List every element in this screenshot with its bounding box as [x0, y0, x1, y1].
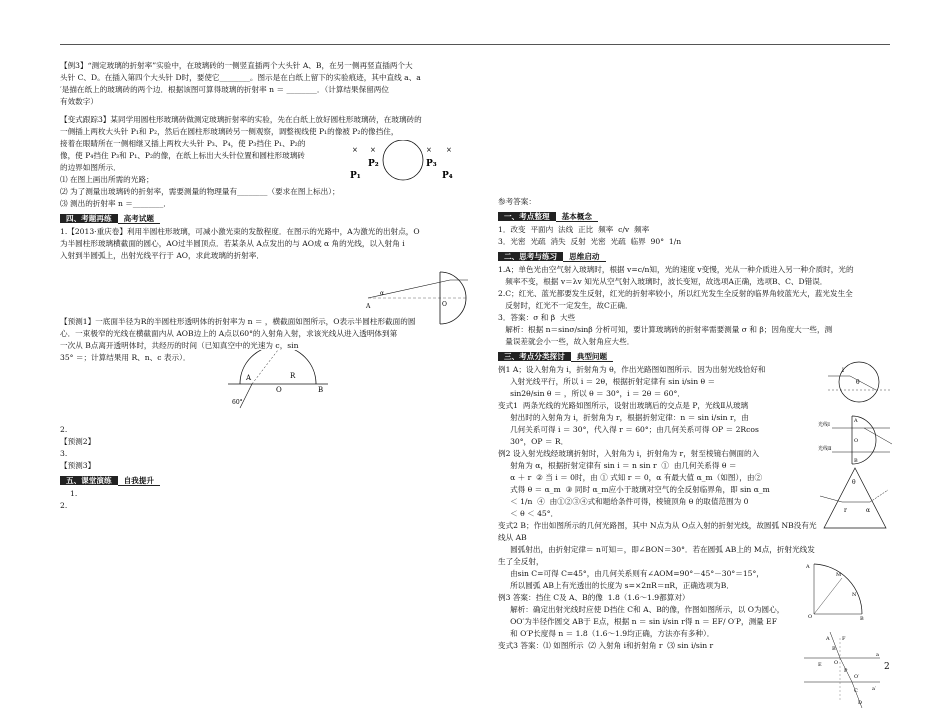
text-line: 入射光线平行，所以 i ＝ 2θ，根据折射定律有 sin i/sin θ ＝	[498, 377, 716, 386]
text-line: 一次从 B点离开透明体时，共经历的时间（已知真空中的光速为 c，sin	[60, 341, 299, 350]
text-line: 式得 θ ＝ α_m ③ 同时 α_m应小于玻璃对空气的全反射临界角，即 sin α_m	[498, 485, 770, 494]
label-m: M	[836, 572, 842, 578]
label-p1: P₁	[350, 171, 361, 181]
label-a-edge: a	[876, 652, 879, 658]
text-line: ＜ θ ＜ 45°．	[498, 509, 559, 518]
section-5-header	[60, 475, 160, 487]
header-rule	[60, 44, 890, 45]
text-line: 量误差就会小一些，故入射角应大些．	[498, 337, 635, 346]
label-i: i	[842, 367, 844, 374]
svg-text:×: ×	[370, 146, 376, 154]
text-line: 【变式跟踪3】某同学用圆柱形玻璃砖做测定玻璃折射率的实验，先在白纸上放好圆柱形玻璃砖，在玻璃砖的	[60, 115, 422, 124]
text-line: ⑴ 在图上画出所需的光路；	[60, 175, 154, 184]
page-number: 2	[884, 662, 890, 672]
text-line: 3．答案：σ 和 β 大些	[498, 313, 576, 322]
text-line: 【预测1】一底面半径为R的半圆柱形透明体的折射率为 n ＝ ，横截面如图所示，O表示半圆柱形截面的圆	[60, 317, 416, 326]
label-a: A	[826, 636, 830, 642]
label-o: O	[276, 386, 282, 394]
section-2-header	[498, 251, 606, 263]
label-b: B	[832, 646, 836, 652]
text-line: 3．光密 光疏 消失 反射 光密 光疏 临界 90° 1/n	[498, 237, 682, 246]
text-line: 1.【2013·重庆卷】利用半圆柱形玻璃，可减小激光束的发散程度．在图示的光路中，A为激光的出射点，O	[60, 227, 420, 236]
label-a: A	[246, 374, 252, 382]
section-sublabel: 自我提升	[118, 476, 160, 486]
text-line: 1.	[70, 489, 78, 498]
svg-text:×: ×	[352, 146, 358, 154]
label-ray2: 光线Ⅱ	[818, 446, 832, 452]
text-line: 变式2 B；作出如图所示的几何光路图，其中 N点为从 O点入射的折射光线，故圆弧 NB没有光线从 AB	[498, 521, 817, 542]
label-o: O	[808, 614, 813, 620]
prism-figure	[820, 466, 890, 530]
text-line: 30°，OP ＝ R．	[498, 437, 569, 446]
label-p2: P₂	[368, 159, 379, 169]
text-line: α ＋ r ② 当 i ＝ 0时，由 ① 式知 r ＝ 0，α 有最大值 α_m（如图），由②	[498, 473, 763, 482]
label-r: r	[844, 507, 847, 514]
label-a: A	[366, 303, 371, 310]
text-line: 有效数字）	[60, 97, 98, 106]
circle-figure	[348, 140, 458, 184]
label-f: F	[842, 636, 846, 642]
text-line: 1．改变 平面内 法线 正比 频率 c/v 频率	[498, 225, 650, 234]
section-1-header	[498, 211, 598, 223]
text-line: 例3 答案：挡住 C及 A、B的像 1.8（1.6～1.9都算对）	[498, 593, 690, 602]
label-a: A	[854, 418, 858, 424]
example-3	[60, 60, 470, 108]
glass-slab-figure	[800, 632, 884, 708]
text-line: 【例3】“测定玻璃的折射率”实验中，在玻璃砖的一侧竖直插两个大头针 A、B，在另一侧再竖直插两个大	[60, 61, 413, 70]
text-line: 为半圆柱形玻璃横截面的圆心，AO过半圆顶点．若某条从 A点发出的与 AO成 α 角的光线，以入射角 i	[60, 239, 405, 248]
text-line: 【预测2】	[60, 437, 96, 446]
text-line: 的边界如图所示．	[60, 163, 121, 172]
text-line: 解析：根据 n＝sinσ/sinβ 分析可知，要计算玻璃砖的折射率需要测量 σ 和 β；因角度大一些，测	[498, 325, 833, 334]
label-o-prime: O′	[854, 674, 860, 680]
text-line: 2.	[60, 501, 68, 510]
text-line: ′是描在纸上的玻璃砖的两个边．根据该图可算得玻璃的折射率 n ＝ ________．（计算结果保留两位	[60, 85, 389, 94]
ex1-circle-figure	[828, 358, 890, 406]
label-d: D	[858, 700, 863, 706]
svg-text:×: ×	[446, 146, 452, 154]
text-line: 由sin C=可得 C=45°，由几何关系则有∠AOM=90°－45°－30°＝15°，	[498, 569, 764, 578]
text-line: 2.	[60, 425, 68, 434]
text-line: 接着在眼睛所在一侧相继又插上两枚大头针 P₃、P₄，使 P₃挡住 P₁、P₂的	[60, 139, 306, 148]
label-p: P	[844, 668, 848, 674]
section-label: 三、考点分类探讨	[498, 352, 571, 361]
text-line: 所以圆弧 AB上有光透出的长度为 s=×2πR＝πR，正确选项为B．	[498, 581, 734, 590]
text-line: 【预测3】	[60, 461, 96, 470]
label-c: C	[854, 688, 858, 694]
section-label: 四、考题再练	[60, 214, 118, 223]
label-ray1: 光线Ⅰ	[818, 422, 830, 428]
label-alpha: α	[866, 507, 871, 514]
section-sublabel: 高考试题	[118, 214, 160, 224]
text-line: ＜ 1/n ④ 由①②③④式和题给条件可得，棱镜顶角 θ 的取值范围为 0	[498, 497, 749, 506]
text-line: 射出时的入射角为 i，折射角为 r，根据折射定律：n ＝ sin i/sin r，由	[498, 413, 749, 422]
text-line: 入射到半圆弧上，出射光线平行于 AO，求此玻璃的折射率．	[60, 251, 264, 260]
label-b: B	[318, 386, 324, 394]
text-line: 像，使 P₄挡住 P₃和 P₁、P₂的像，在纸上标出大头针位置和圆柱形玻璃砖	[60, 151, 305, 160]
svg-text:×: ×	[426, 146, 432, 154]
section-label: 二、思考与练习	[498, 252, 563, 261]
text-line: 35° ＝；计算结果用 R、n、c 表示）．	[60, 353, 191, 362]
label-a: A	[806, 564, 810, 570]
label-r: R	[290, 372, 296, 380]
text-line: ⑵ 为了测量出玻璃砖的折射率，需要测量的物理量有________（要求在图上标出）；	[60, 187, 340, 196]
text-line: 频率不变，根据 v＝λv 知光从空气射入玻璃时，波长变短，故选项A正确，选项B、C、D错误．	[498, 277, 828, 286]
text-line: OO′为半径作圆交 AB于 E点，根据 n ＝ sin i/sin r得 n ＝ EF/ O′P，测量 EF	[498, 617, 777, 626]
text-line: 1.A；单色光由空气射入玻璃时，根据 v=c/n知，光的速度 v变慢，光从一种介质进入另一种介质时，光的	[498, 265, 854, 274]
text-line: 和 O′P长度得 n ＝ 1.8（1.6～1.9均正确，方法亦有多种）．	[498, 629, 715, 638]
label-o: O	[854, 438, 859, 444]
label-b: B	[860, 616, 864, 620]
section-label: 一、考点整理	[498, 212, 556, 221]
label-60: 60°	[232, 399, 243, 406]
v1-light-figure	[818, 412, 894, 466]
section-4-header	[60, 213, 160, 225]
text-line: 射角为 α，根据折射定律有 sin i ＝ n sin r ① 由几何关系得 θ ＝	[498, 461, 737, 470]
text-line: 一侧插上两枚大头针 P₁和 P₂，然后在圆柱形玻璃砖另一侧观察，调整视线使 P₁的像被 P₂的像挡住，	[60, 127, 399, 136]
question-1	[60, 226, 470, 262]
text-line: 2.C；红光、蓝光都要发生反射，红光的折射率较小，所以红光发生全反射的临界角较蓝光大，蓝光发生全	[498, 289, 853, 298]
text-line: 解析：确定出射光线时应使 D挡住 C和 A、B的像，作图如图所示，以 O为圆心，	[498, 605, 785, 614]
label-b: B	[854, 458, 858, 464]
text-line: sin2θ/sin θ ＝ ，所以 θ ＝ 30°，i ＝ 2θ ＝ 60°．	[498, 389, 685, 398]
section-3-header	[498, 351, 613, 363]
label-o: O	[834, 660, 839, 666]
text-line: 3.	[60, 449, 68, 458]
label-a-prime-edge: a′	[872, 686, 877, 692]
section-sublabel: 思维启动	[563, 252, 605, 262]
label-theta: θ	[856, 379, 860, 386]
section-label: 五、课堂演练	[60, 476, 118, 485]
label-p4: P₄	[442, 171, 453, 181]
answers-title: 参考答案：	[498, 197, 536, 206]
section-sublabel: 基本概念	[556, 212, 598, 222]
worked-answers	[498, 364, 818, 652]
text-line: 心．一束极窄的光线在横截面内从 AOB边上的 A点以60°的入射角入射，求该光线从进入透明体到第	[60, 329, 398, 338]
text-line: 几何关系可得 i ＝ 30°，代入得 r ＝ 60°；由几何关系可得 OP ＝ 2Rcos	[498, 425, 759, 434]
label-alpha: α	[380, 290, 385, 297]
label-o: O	[442, 301, 447, 308]
text-line: 头针 C、D。在插入第四个大头针 D时，要使它________。图示是在白纸上留下的实验痕迹，其中直线 a、a	[60, 73, 421, 82]
label-theta: θ	[852, 479, 856, 486]
label-p3: P₃	[426, 159, 437, 169]
text-line: 变式3 答案：⑴ 如图所示 ⑵ 入射角 i和折射角 r ⑶ sin i/sin r	[498, 641, 714, 650]
semicircle-figure	[218, 350, 338, 410]
laser-figure	[360, 268, 470, 328]
arc-figure	[806, 560, 866, 620]
section-sublabel: 典型问题	[571, 352, 613, 362]
label-e: E	[818, 662, 822, 668]
text-line: 变式1 两条光线的光路如图所示，设射出玻璃后的交点是 P，光线Ⅱ从玻璃	[498, 401, 749, 410]
text-line: ⑶ 测出的折射率 n ＝________．	[60, 199, 171, 208]
text-line: 反射时，红光不一定发生，故C正确．	[498, 301, 633, 310]
text-line: 例1 A；设入射角为 i，折射角为 θ，作出光路图如图所示．因为出射光线恰好和	[498, 365, 766, 374]
text-line: 例2 设入射光线经玻璃折射时，入射角为 i，折射角为 r，射至棱镜右侧面的入	[498, 449, 760, 458]
text-line: 圆弧射出，由折射定律＝ n可知＝，即∠BON＝30°．若在圆弧 AB上的 M点，折射光线发生了全反射，	[498, 545, 815, 566]
label-n: N	[852, 592, 857, 598]
